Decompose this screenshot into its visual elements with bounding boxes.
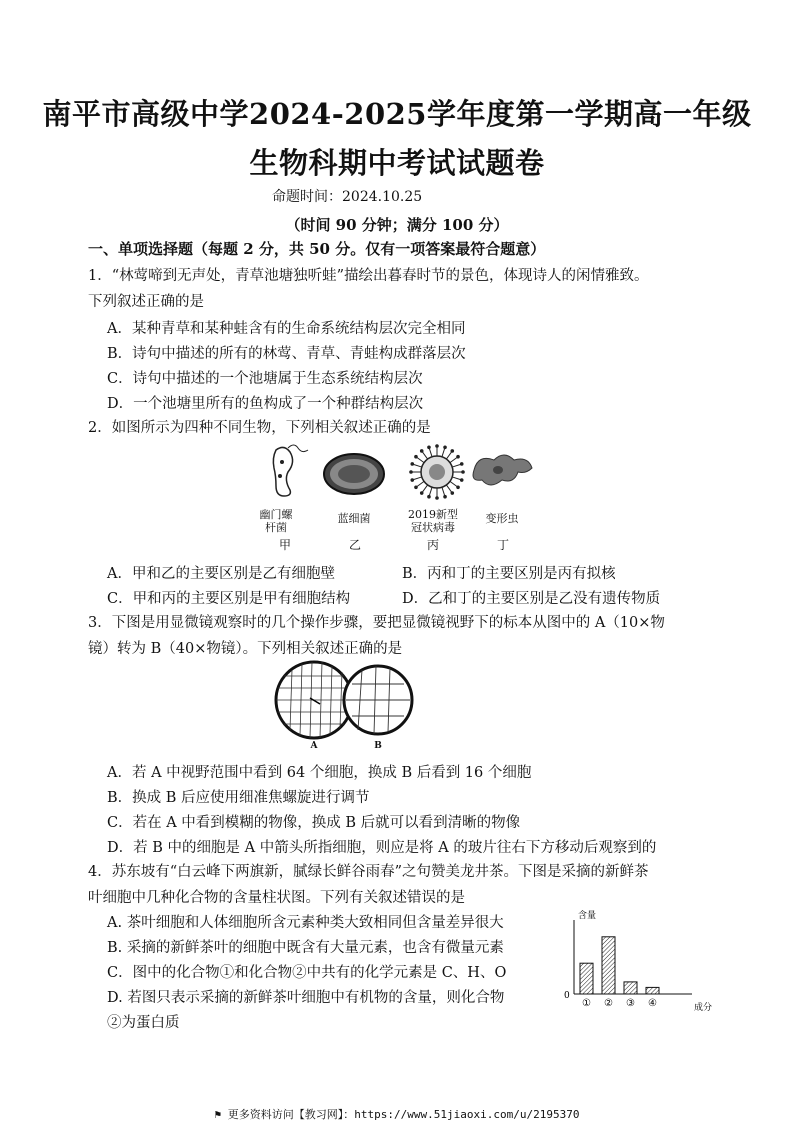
amoeba-drawing (473, 455, 532, 485)
footer-text: 更多资料访问【教习网】：https://www.51jiaoxi.com/u/2195370 (227, 1108, 580, 1121)
sub-jia: 甲 (278, 538, 291, 552)
q3-stem: 3．下图是用显微镜观察时的几个操作步骤，要把显微镜视野下的标本从图中的 A（10×物 (88, 615, 665, 631)
sub-bing: 丙 (426, 538, 439, 552)
q2-option-d: D．乙和丁的主要区别是乙没有遗传物质 (402, 591, 661, 607)
q2-stem: 2．如图所示为四种不同生物，下列相关叙述正确的是 (88, 420, 431, 436)
q3-stem-cont: 镜）转为 B（40×物镜）。下列相关叙述正确的是 (88, 641, 403, 657)
exam-title-line2: 生物科期中考试试题卷 (249, 146, 545, 180)
q2-option-c: C．甲和丙的主要区别是甲有细胞结构 (107, 591, 351, 607)
q4-stem-cont: 叶细胞中几种化合物的含量柱状图。下列有关叙述错误的是 (88, 890, 465, 906)
field-b-label: B (374, 741, 382, 751)
bar-1 (580, 963, 593, 994)
organisms-figure (262, 440, 542, 510)
y-axis-label: 含量 (578, 911, 597, 921)
q3-option-a: A．若 A 中视野范围中看到 64 个细胞，换成 B 后看到 16 个细胞 (107, 765, 532, 781)
bar-2 (602, 937, 615, 994)
q3-option-d: D．若 B 中的细胞是 A 中箭头所指细胞，则应是将 A 的玻片往右下方移动后观察到的 (107, 840, 657, 856)
q4-option-c: C．图中的化合物①和化合物②中共有的化学元素是 C、H、O (107, 965, 507, 981)
compound-content-chart (560, 906, 720, 1016)
q1-option-d: D．一个池塘里所有的鱼构成了一个种群结构层次 (107, 396, 424, 412)
section-heading: 一、单项选择题（每题 2 分，共 50 分。仅有一项答案最符合题意） (88, 240, 546, 258)
field-a (276, 662, 352, 738)
bar-category-label: ④ (648, 998, 657, 1009)
helicobacter-drawing (273, 445, 308, 496)
bar-category-label: ① (582, 998, 591, 1009)
field-b (344, 666, 412, 734)
q3-option-c: C．若在 A 中看到模糊的物像，换成 B 后就可以看到清晰的物像 (107, 815, 521, 831)
q1-option-b: B．诗句中描述的所有的林莺、青草、青蛙构成群落层次 (107, 346, 466, 362)
q4-option-d-cont: ②为蛋白质 (107, 1015, 180, 1031)
q3-option-b: B．换成 B 后应使用细准焦螺旋进行调节 (107, 790, 370, 806)
label-helicobacter: 幽门螺杆菌 (259, 508, 293, 534)
footer-link[interactable] (0, 1106, 794, 1122)
q1-option-a: A．某种青草和某种蛙含有的生命系统结构层次完全相同 (107, 321, 466, 337)
bar-category-label: ② (604, 998, 613, 1009)
q4-option-a: A. 茶叶细胞和人体细胞所含元素种类大致相同但含量差异很大 (107, 915, 504, 931)
q1-stem: 1．“林莺啼到无声处，青草池塘独听蛙”描绘出暮春时节的景色，体现诗人的闲情雅致。 (88, 268, 649, 284)
x-axis-label: 成分 (694, 1003, 713, 1013)
q4-option-d: D. 若图只表示采摘的新鲜茶叶细胞中有机物的含量，则化合物 (107, 990, 505, 1006)
q4-stem: 4．苏东坡有“白云峰下两旗新，腻绿长鲜谷雨春”之句赞美龙井茶。下图是采摘的新鲜茶 (88, 864, 649, 880)
bar-4 (646, 987, 659, 994)
bar-3 (624, 982, 637, 994)
exam-title-line1: 南平市高级中学2024-2025学年度第一学期高一年级 (42, 97, 752, 131)
flag-icon: ⚑ (214, 1108, 228, 1121)
q4-option-b: B. 采摘的新鲜茶叶的细胞中既含有大量元素，也含有微量元素 (107, 940, 504, 956)
q1-stem-cont: 下列叙述正确的是 (88, 294, 204, 310)
sub-ding: 丁 (496, 538, 509, 552)
exam-duration: （时间 90 分钟；满分 100 分） (285, 216, 509, 234)
microscope-fields-figure (244, 660, 414, 742)
label-cyanobacterium: 蓝细菌 (337, 512, 371, 525)
sub-yi: 乙 (348, 538, 361, 552)
coronavirus-drawing (409, 444, 465, 500)
field-a-label: A (310, 741, 318, 751)
bar-category-label: ③ (626, 998, 635, 1009)
q2-option-a: A．甲和乙的主要区别是乙有细胞壁 (107, 566, 335, 582)
q2-option-b: B．丙和丁的主要区别是丙有拟核 (402, 566, 616, 582)
origin-label: 0 (564, 991, 570, 1001)
label-coronavirus: 2019新型冠状病毒 (408, 508, 458, 534)
cyanobacterium-drawing (324, 454, 384, 494)
exam-date: 命题时间：2024.10.25 (272, 189, 423, 205)
q1-option-c: C．诗句中描述的一个池塘属于生态系统结构层次 (107, 371, 423, 387)
label-amoeba: 变形虫 (485, 512, 519, 525)
